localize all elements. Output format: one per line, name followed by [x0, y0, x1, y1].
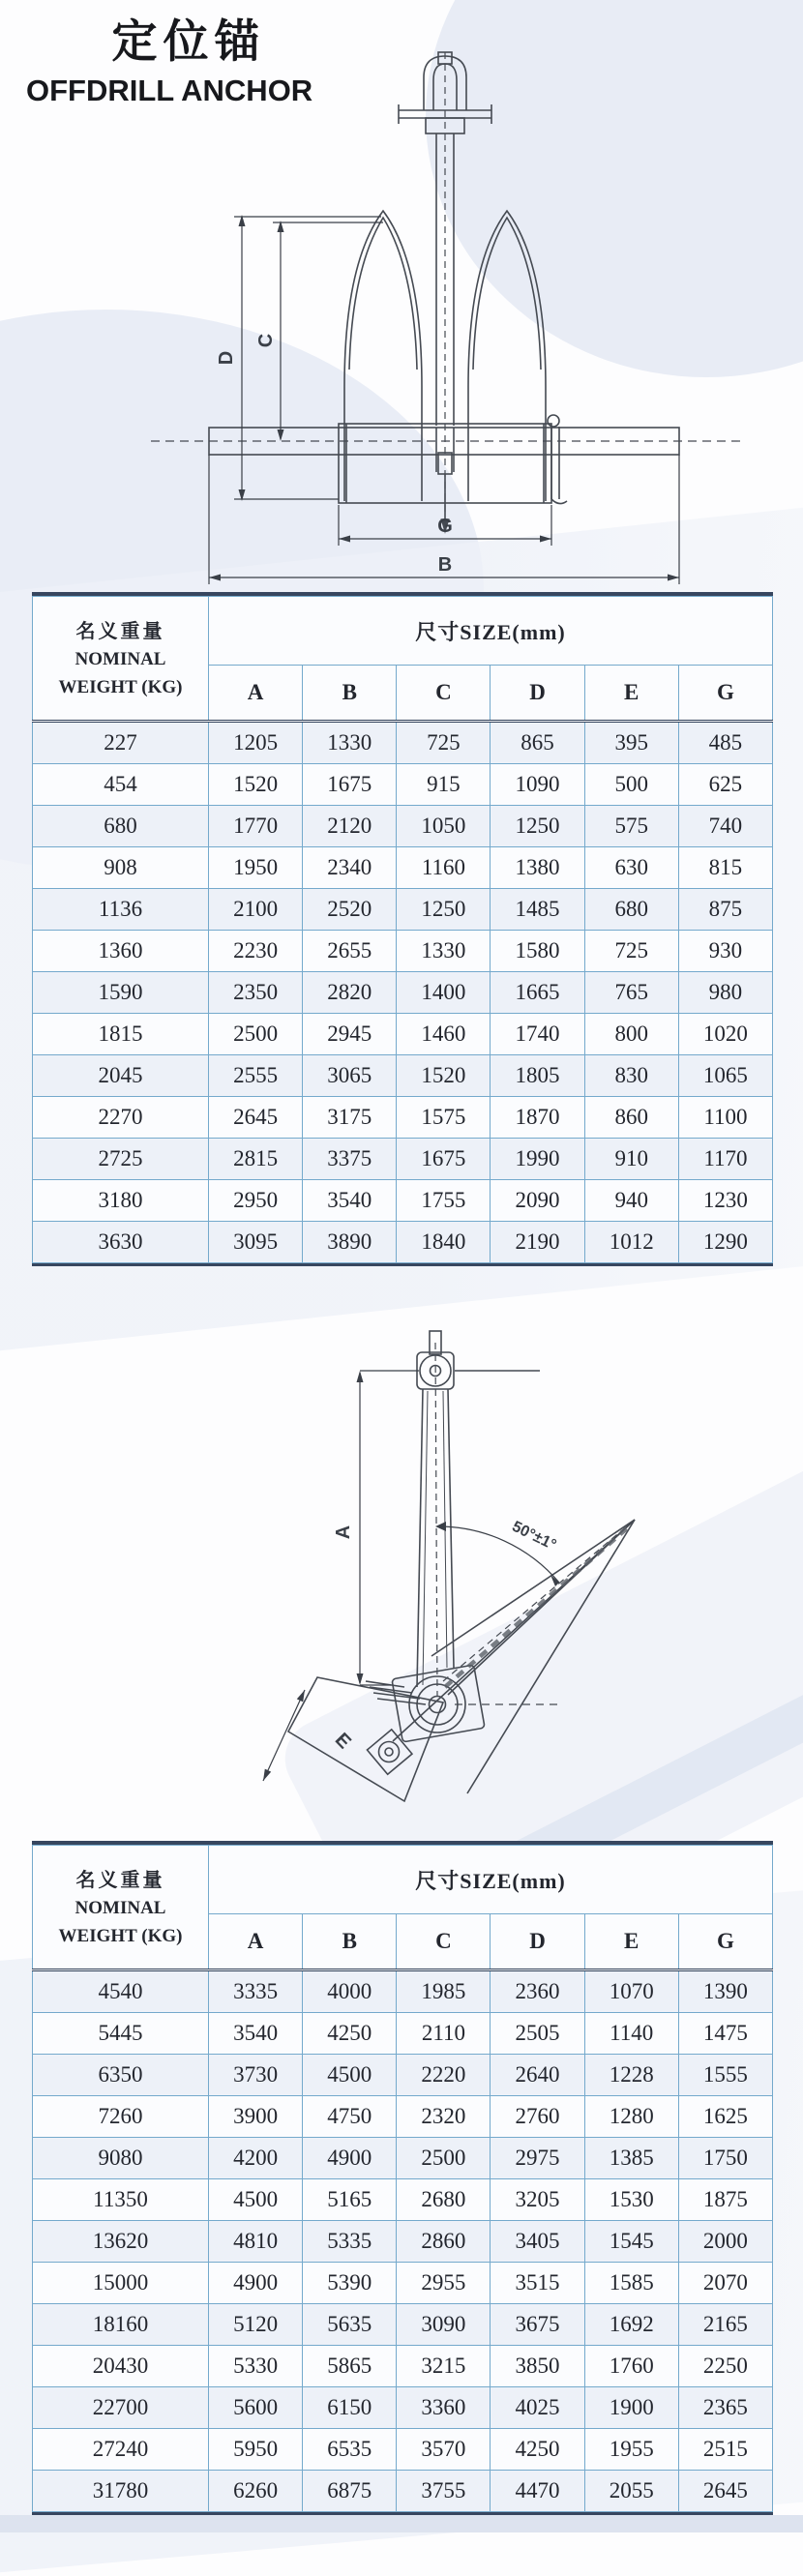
table-cell: 740: [678, 806, 772, 847]
table-row: [33, 2096, 773, 2138]
table-cell: 2725: [33, 1139, 209, 1180]
table-row: [33, 2138, 773, 2179]
table-cell: 815: [678, 847, 772, 889]
table-cell: 2070: [678, 2263, 772, 2304]
column-header-g: G: [678, 666, 772, 722]
table-cell: 4250: [491, 2429, 584, 2471]
table-row: [33, 722, 773, 764]
table-cell: 2100: [209, 889, 303, 931]
page-title-chinese: 定位锚: [111, 15, 266, 69]
table-cell: 5635: [303, 2304, 397, 2346]
table-cell: 575: [584, 806, 678, 847]
background-shape: [0, 2515, 803, 2532]
table-cell: 1230: [678, 1180, 772, 1222]
table-cell: 2500: [397, 2138, 491, 2179]
angle-label: 50°±1°: [509, 1518, 559, 1554]
table-cell: 1330: [303, 722, 397, 764]
table-cell: 725: [397, 722, 491, 764]
table-cell: 930: [678, 931, 772, 972]
table-cell: 4750: [303, 2096, 397, 2138]
table-cell: 625: [678, 764, 772, 806]
table-cell: 865: [491, 722, 584, 764]
table-cell: 1840: [397, 1222, 491, 1263]
table-cell: 3540: [303, 1180, 397, 1222]
table-row: [33, 2304, 773, 2346]
table-cell: 20430: [33, 2346, 209, 2387]
table-cell: 4000: [303, 1970, 397, 2013]
table-row: [33, 2013, 773, 2055]
table-cell: 3205: [491, 2179, 584, 2221]
table-cell: 2945: [303, 1014, 397, 1055]
column-header-b: B: [303, 666, 397, 722]
table-cell: 1380: [491, 847, 584, 889]
table-cell: 2640: [491, 2055, 584, 2096]
dim-label-g: G: [437, 516, 453, 537]
table-row: [33, 1970, 773, 2013]
dimension-lines: [263, 1371, 559, 1781]
table-row: [33, 847, 773, 889]
dimensions-table-large: [32, 1841, 773, 2515]
table-cell: 6260: [209, 2471, 303, 2512]
dim-label-c: C: [255, 333, 277, 348]
table-cell: 915: [397, 764, 491, 806]
weight-header-en1: NOMINAL: [74, 1897, 166, 1918]
table-cell: 1012: [584, 1222, 678, 1263]
table-cell: 3360: [397, 2387, 491, 2429]
table-body: [33, 722, 773, 1263]
table-cell: 1390: [678, 1970, 772, 2013]
table-row: [33, 2429, 773, 2471]
weight-header-zh: 名义重量: [75, 618, 165, 642]
table-cell: 1280: [584, 2096, 678, 2138]
table-cell: 1475: [678, 2013, 772, 2055]
table-cell: 395: [584, 722, 678, 764]
table-cell: 860: [584, 1097, 678, 1139]
table-row: [33, 1139, 773, 1180]
table-cell: 1955: [584, 2429, 678, 2471]
table-cell: 908: [33, 847, 209, 889]
table-cell: 1575: [397, 1097, 491, 1139]
table-cell: 1520: [209, 764, 303, 806]
table-cell: 2515: [678, 2429, 772, 2471]
table-cell: 980: [678, 972, 772, 1014]
table-cell: 2320: [397, 2096, 491, 2138]
table-cell: 1385: [584, 2138, 678, 2179]
table-cell: 2055: [584, 2471, 678, 2512]
dim-label-d: D: [216, 350, 237, 366]
table-cell: 1205: [209, 722, 303, 764]
dimension-arrows: [263, 1371, 559, 1781]
table-cell: 3095: [209, 1222, 303, 1263]
table-cell: 1330: [397, 931, 491, 972]
table-cell: 875: [678, 889, 772, 931]
column-header-b: B: [303, 1914, 397, 1970]
table-cell: 3630: [33, 1222, 209, 1263]
table-cell: 2230: [209, 931, 303, 972]
table-cell: 1665: [491, 972, 584, 1014]
column-header-a: A: [209, 666, 303, 722]
table-cell: 3675: [491, 2304, 584, 2346]
table-cell: 4810: [209, 2221, 303, 2263]
table-cell: 500: [584, 764, 678, 806]
table-cell: 454: [33, 764, 209, 806]
table-cell: 940: [584, 1180, 678, 1222]
table-cell: 830: [584, 1055, 678, 1097]
table-cell: 2955: [397, 2263, 491, 2304]
table-cell: 2190: [491, 1222, 584, 1263]
table-cell: 1760: [584, 2346, 678, 2387]
table-cell: 3900: [209, 2096, 303, 2138]
center-lines: [151, 52, 743, 515]
table-cell: 1870: [491, 1097, 584, 1139]
table-cell: 3215: [397, 2346, 491, 2387]
table-cell: 2165: [678, 2304, 772, 2346]
right-fluke: [468, 211, 546, 501]
table-cell: 1675: [303, 764, 397, 806]
anchor-side-view-diagram: [145, 1250, 687, 1830]
table-cell: 2090: [491, 1180, 584, 1222]
table-cell: 1360: [33, 931, 209, 972]
table-cell: 1250: [397, 889, 491, 931]
table-cell: 630: [584, 847, 678, 889]
table-cell: 1065: [678, 1055, 772, 1097]
table-row: [33, 1014, 773, 1055]
column-header-e: E: [584, 666, 678, 722]
table-cell: 1625: [678, 2096, 772, 2138]
table-cell: 5950: [209, 2429, 303, 2471]
table-cell: 3180: [33, 1180, 209, 1222]
weight-header-en2: WEIGHT (KG): [58, 1925, 183, 1946]
table-cell: 13620: [33, 2221, 209, 2263]
table-cell: 3755: [397, 2471, 491, 2512]
table-cell: 3515: [491, 2263, 584, 2304]
table-cell: 6350: [33, 2055, 209, 2096]
table-cell: 1140: [584, 2013, 678, 2055]
table-row: [33, 764, 773, 806]
table-cell: 5390: [303, 2263, 397, 2304]
table-cell: 2360: [491, 1970, 584, 2013]
table-cell: 2045: [33, 1055, 209, 1097]
table-cell: 2555: [209, 1055, 303, 1097]
table-cell: 4025: [491, 2387, 584, 2429]
dim-label-b: B: [437, 554, 453, 576]
table-cell: 680: [33, 806, 209, 847]
table-cell: 3375: [303, 1139, 397, 1180]
table-cell: 6535: [303, 2429, 397, 2471]
table-cell: 1485: [491, 889, 584, 931]
table-cell: 1170: [678, 1139, 772, 1180]
table-cell: 2250: [678, 2346, 772, 2387]
table-cell: 22700: [33, 2387, 209, 2429]
table-cell: 1100: [678, 1097, 772, 1139]
table-cell: 6875: [303, 2471, 397, 2512]
table-cell: 3175: [303, 1097, 397, 1139]
table-cell: 1585: [584, 2263, 678, 2304]
size-header-cell: 尺寸SIZE(mm): [209, 597, 773, 666]
table-cell: 1070: [584, 1970, 678, 2013]
table-cell: 1228: [584, 2055, 678, 2096]
column-header-d: D: [491, 666, 584, 722]
table-cell: 5445: [33, 2013, 209, 2055]
column-header-c: C: [397, 666, 491, 722]
weight-header-zh: 名义重量: [75, 1867, 165, 1891]
table-cell: 1755: [397, 1180, 491, 1222]
table-cell: 9080: [33, 2138, 209, 2179]
table-cell: 5865: [303, 2346, 397, 2387]
table-cell: 1530: [584, 2179, 678, 2221]
table-cell: 18160: [33, 2304, 209, 2346]
table-cell: 5165: [303, 2179, 397, 2221]
column-header-g: G: [678, 1914, 772, 1970]
table-cell: 3890: [303, 1222, 397, 1263]
table-cell: 11350: [33, 2179, 209, 2221]
table-cell: 27240: [33, 2429, 209, 2471]
table-cell: 2950: [209, 1180, 303, 1222]
left-fluke: [344, 211, 422, 501]
table-cell: 2680: [397, 2179, 491, 2221]
table-cell: 1555: [678, 2055, 772, 2096]
weight-header-en1: NOMINAL: [74, 648, 166, 669]
table-row: [33, 2471, 773, 2512]
page-title-english: OFFDRILL ANCHOR: [26, 74, 313, 107]
table-cell: 4250: [303, 2013, 397, 2055]
table-cell: 5330: [209, 2346, 303, 2387]
table-cell: 1985: [397, 1970, 491, 2013]
table-cell: 1590: [33, 972, 209, 1014]
table-cell: 910: [584, 1139, 678, 1180]
table-cell: 485: [678, 722, 772, 764]
table-cell: 2645: [678, 2471, 772, 2512]
table-cell: 2820: [303, 972, 397, 1014]
table-cell: 2340: [303, 847, 397, 889]
column-header-a: A: [209, 1914, 303, 1970]
table-cell: 3090: [397, 2304, 491, 2346]
table-cell: 1805: [491, 1055, 584, 1097]
table-cell: 6150: [303, 2387, 397, 2429]
table-cell: 2760: [491, 2096, 584, 2138]
table-cell: 1990: [491, 1139, 584, 1180]
dim-label-a: A: [333, 1525, 354, 1540]
table-cell: 2505: [491, 2013, 584, 2055]
table-row: [33, 806, 773, 847]
table-row: [33, 1180, 773, 1222]
table-cell: 1545: [584, 2221, 678, 2263]
table-cell: 1815: [33, 1014, 209, 1055]
table-cell: 1520: [397, 1055, 491, 1097]
table-cell: 2815: [209, 1139, 303, 1180]
table-row: [33, 889, 773, 931]
table-cell: 2645: [209, 1097, 303, 1139]
table-cell: 1400: [397, 972, 491, 1014]
dimensions-table-small: [32, 592, 773, 1266]
anchor-outline: [209, 52, 679, 531]
table-row: [33, 2055, 773, 2096]
table-cell: 2365: [678, 2387, 772, 2429]
table-row: [33, 972, 773, 1014]
table-cell: 2220: [397, 2055, 491, 2096]
weight-header-cell: [33, 597, 209, 722]
table-cell: 765: [584, 972, 678, 1014]
table-cell: 2520: [303, 889, 397, 931]
table-cell: 2270: [33, 1097, 209, 1139]
table-cell: 2975: [491, 2138, 584, 2179]
table-cell: 1160: [397, 847, 491, 889]
table-cell: 3850: [491, 2346, 584, 2387]
table-cell: 3405: [491, 2221, 584, 2263]
table-cell: 2860: [397, 2221, 491, 2263]
table-cell: 4470: [491, 2471, 584, 2512]
table-row: [33, 1097, 773, 1139]
table-cell: 1290: [678, 1222, 772, 1263]
table-cell: 1580: [491, 931, 584, 972]
table-cell: 3570: [397, 2429, 491, 2471]
table-cell: 3730: [209, 2055, 303, 2096]
table-row: [33, 931, 773, 972]
table-cell: 3540: [209, 2013, 303, 2055]
table-cell: 5335: [303, 2221, 397, 2263]
table-cell: 1050: [397, 806, 491, 847]
table-cell: 2110: [397, 2013, 491, 2055]
table-cell: 4500: [209, 2179, 303, 2221]
table-cell: 5600: [209, 2387, 303, 2429]
table-cell: 1136: [33, 889, 209, 931]
table-cell: 1750: [678, 2138, 772, 2179]
table-cell: 1675: [397, 1139, 491, 1180]
table-cell: 1692: [584, 2304, 678, 2346]
table-cell: 2000: [678, 2221, 772, 2263]
table-row: [33, 2179, 773, 2221]
table-cell: 725: [584, 931, 678, 972]
table-cell: 3335: [209, 1970, 303, 2013]
table-cell: 3065: [303, 1055, 397, 1097]
table-cell: 4500: [303, 2055, 397, 2096]
center-lines: [435, 1343, 629, 1704]
table-cell: 4200: [209, 2138, 303, 2179]
table-cell: 2120: [303, 806, 397, 847]
weight-header-en2: WEIGHT (KG): [58, 676, 183, 697]
table-cell: 800: [584, 1014, 678, 1055]
table-cell: 1090: [491, 764, 584, 806]
weight-header-cell: [33, 1846, 209, 1970]
table-cell: 4900: [209, 2263, 303, 2304]
table-cell: 1740: [491, 1014, 584, 1055]
table-cell: 1900: [584, 2387, 678, 2429]
table-cell: 4900: [303, 2138, 397, 2179]
table-cell: 1460: [397, 1014, 491, 1055]
table-cell: 1875: [678, 2179, 772, 2221]
table-cell: 227: [33, 722, 209, 764]
column-header-c: C: [397, 1914, 491, 1970]
table-row: [33, 1055, 773, 1097]
table-cell: 4540: [33, 1970, 209, 2013]
anchor-front-view-diagram: [97, 50, 774, 592]
table-cell: 2350: [209, 972, 303, 1014]
table-cell: 1250: [491, 806, 584, 847]
table-cell: 1020: [678, 1014, 772, 1055]
table-cell: 1950: [209, 847, 303, 889]
table-cell: 680: [584, 889, 678, 931]
size-header-cell: 尺寸SIZE(mm): [209, 1846, 773, 1914]
dimensions-table: [32, 596, 773, 1263]
dim-label-e: E: [330, 1729, 355, 1754]
dimensions-table: [32, 1845, 773, 2512]
table-cell: 5120: [209, 2304, 303, 2346]
column-header-e: E: [584, 1914, 678, 1970]
anchor-outline: [288, 1331, 635, 1801]
table-cell: 7260: [33, 2096, 209, 2138]
table-row: [33, 2387, 773, 2429]
table-row: [33, 2346, 773, 2387]
table-cell: 15000: [33, 2263, 209, 2304]
table-row: [33, 2263, 773, 2304]
table-cell: 2500: [209, 1014, 303, 1055]
table-cell: 2655: [303, 931, 397, 972]
table-row: [33, 2221, 773, 2263]
table-body: [33, 1970, 773, 2512]
column-header-d: D: [491, 1914, 584, 1970]
table-cell: 31780: [33, 2471, 209, 2512]
table-cell: 1770: [209, 806, 303, 847]
